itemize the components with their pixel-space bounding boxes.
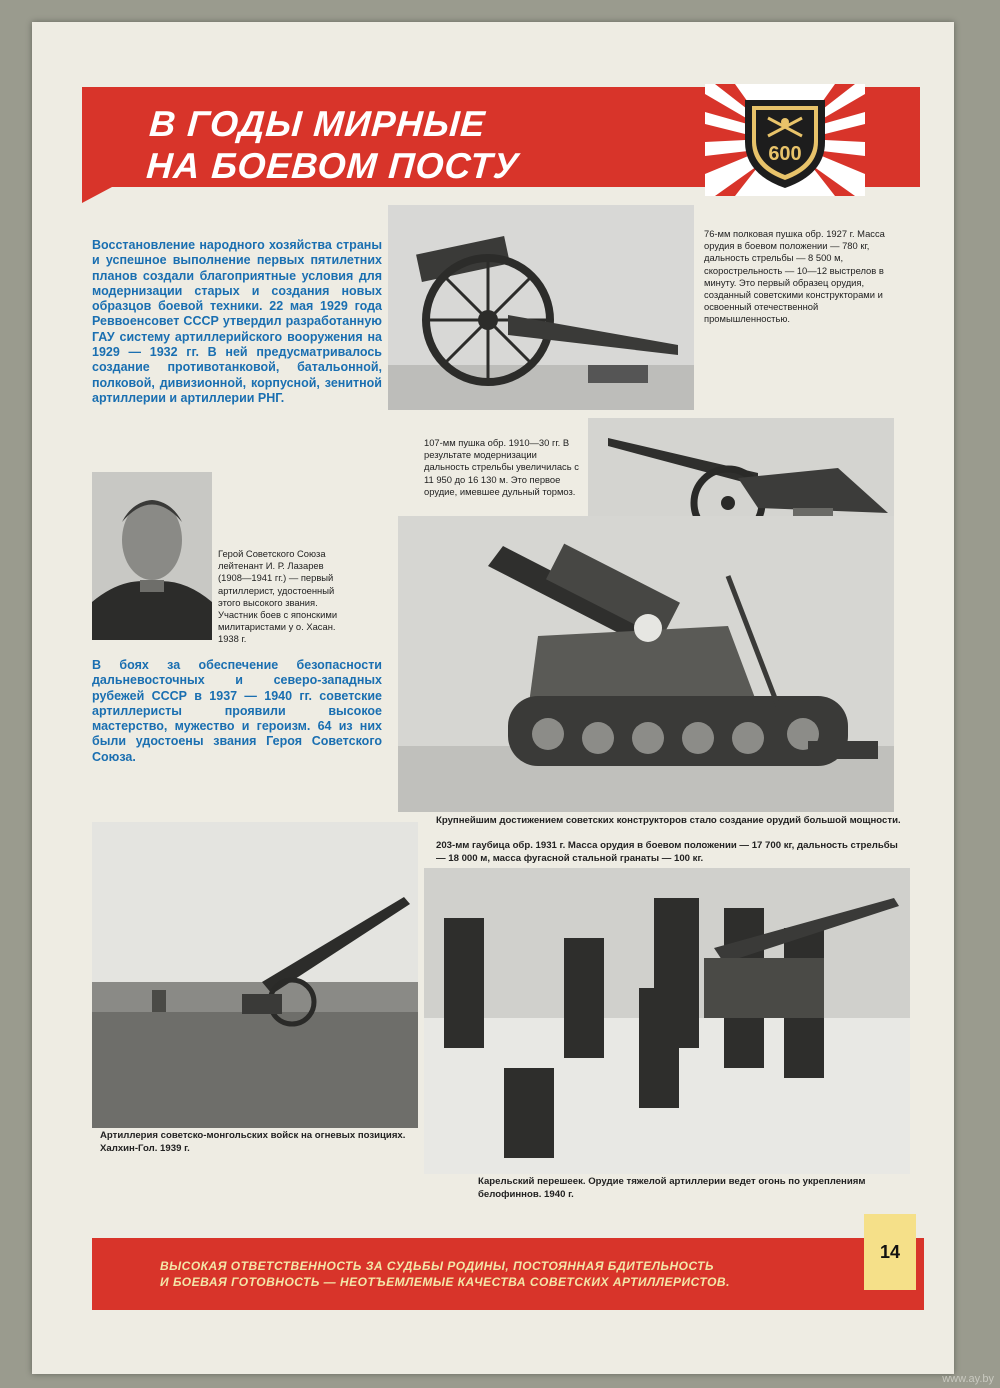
footer-slogan [160, 1258, 800, 1290]
portrait-lazarev [92, 472, 212, 640]
title-line-1: В ГОДЫ МИРНЫЕ [148, 103, 487, 144]
intro-paragraph: Восстановление народного хозяйства страны и успешное выполнение первых пятилетних планов создали благоприятные условия для модернизации старых и создания новых образцов боевой техники. 22 мая 1929 года Реввоенсовет СССР утвердил разработанную ГАУ систему артиллерийского вооружения на 1929 — 1932 гг. В ней предусматривалось создание противотанковой, батальонной, полковой, дивизионной, корпусной, зенитной артиллерии и артиллерии РНГ. [92, 238, 382, 405]
watermark: www.ay.by [942, 1373, 994, 1385]
page-title [145, 103, 651, 187]
top-banner-notch [82, 187, 112, 203]
caption-howitzer-specs: 203-мм гаубица обр. 1931 г. Масса орудия в боевом положении — 17 700 кг, дальность стрельбы — 18 000 м, масса фугасной стальной гранаты — 100 кг. [436, 840, 898, 864]
gun-76mm-image [388, 205, 694, 410]
khalkhin-gol-image [92, 822, 418, 1128]
title-line-2: НА БОЕВОМ ПОСТУ [145, 145, 521, 186]
slogan-line-1: ВЫСОКАЯ ОТВЕТСТВЕННОСТЬ ЗА СУДЬБЫ РОДИНЫ, ПОСТОЯННАЯ БДИТЕЛЬНОСТЬ [160, 1259, 714, 1273]
artillery-shield-icon [740, 92, 830, 192]
photo-karelia [424, 868, 910, 1174]
battles-paragraph: В боях за обеспечение безопасности дальневосточных и северо-западных рубежей СССР в 1937 — 1940 гг. советские артиллеристы проявили высокое мастерство, мужество и героизм. 64 из них были удостоены звания Героя Советского Союза. [92, 658, 382, 764]
page-number: 14 [864, 1214, 916, 1290]
karelia-image [424, 868, 910, 1174]
caption-76mm-gun: 76-мм полковая пушка обр. 1927 г. Масса орудия в боевом положении — 780 кг, дальность стрельбы — 8 500 м, скорострельность — 10—12 выстрелов в минуту. Это первый образец орудия, созданный советскими конструкторами и освоенный отечественной промышленностью. [704, 228, 885, 325]
emblem-number: 600 [768, 143, 802, 165]
caption-karelia: Карельский перешеек. Орудие тяжелой артиллерии ведет огонь по укреплениям белофиннов. 1940 г. [478, 1176, 866, 1200]
caption-hero-lazarev: Герой Советского Союза лейтенант И. Р. Лазарев (1908—1941 гг.) — первый артиллерист, удостоенный этого высокого звания. Участник боев с японскими милитаристами у о. Хасан. 1938 г. [218, 548, 338, 645]
caption-khalkhin-gol: Артиллерия советско-монгольских войск на огневых позициях. Халхин-Гол. 1939 г. [100, 1130, 406, 1154]
portrait-image [92, 472, 212, 640]
slogan-line-2: И БОЕВАЯ ГОТОВНОСТЬ — НЕОТЪЕМЛЕМЫЕ КАЧЕСТВА СОВЕТСКИХ АРТИЛЛЕРИСТОВ. [160, 1275, 730, 1289]
photo-76mm-gun [388, 205, 694, 410]
photo-203mm-howitzer [398, 516, 894, 812]
caption-howitzer-intro: Крупнейшим достижением советских конструкторов стало создание орудий большой мощности. [436, 815, 901, 826]
howitzer-203mm-image [398, 516, 894, 812]
photo-khalkhin-gol [92, 822, 418, 1128]
caption-107mm-gun: 107-мм пушка обр. 1910—30 гг. В результате модернизации дальность стрельбы увеличилась с 11 950 до 16 130 м. Это первое орудие, имевшее дульный тормоз. [424, 437, 579, 497]
